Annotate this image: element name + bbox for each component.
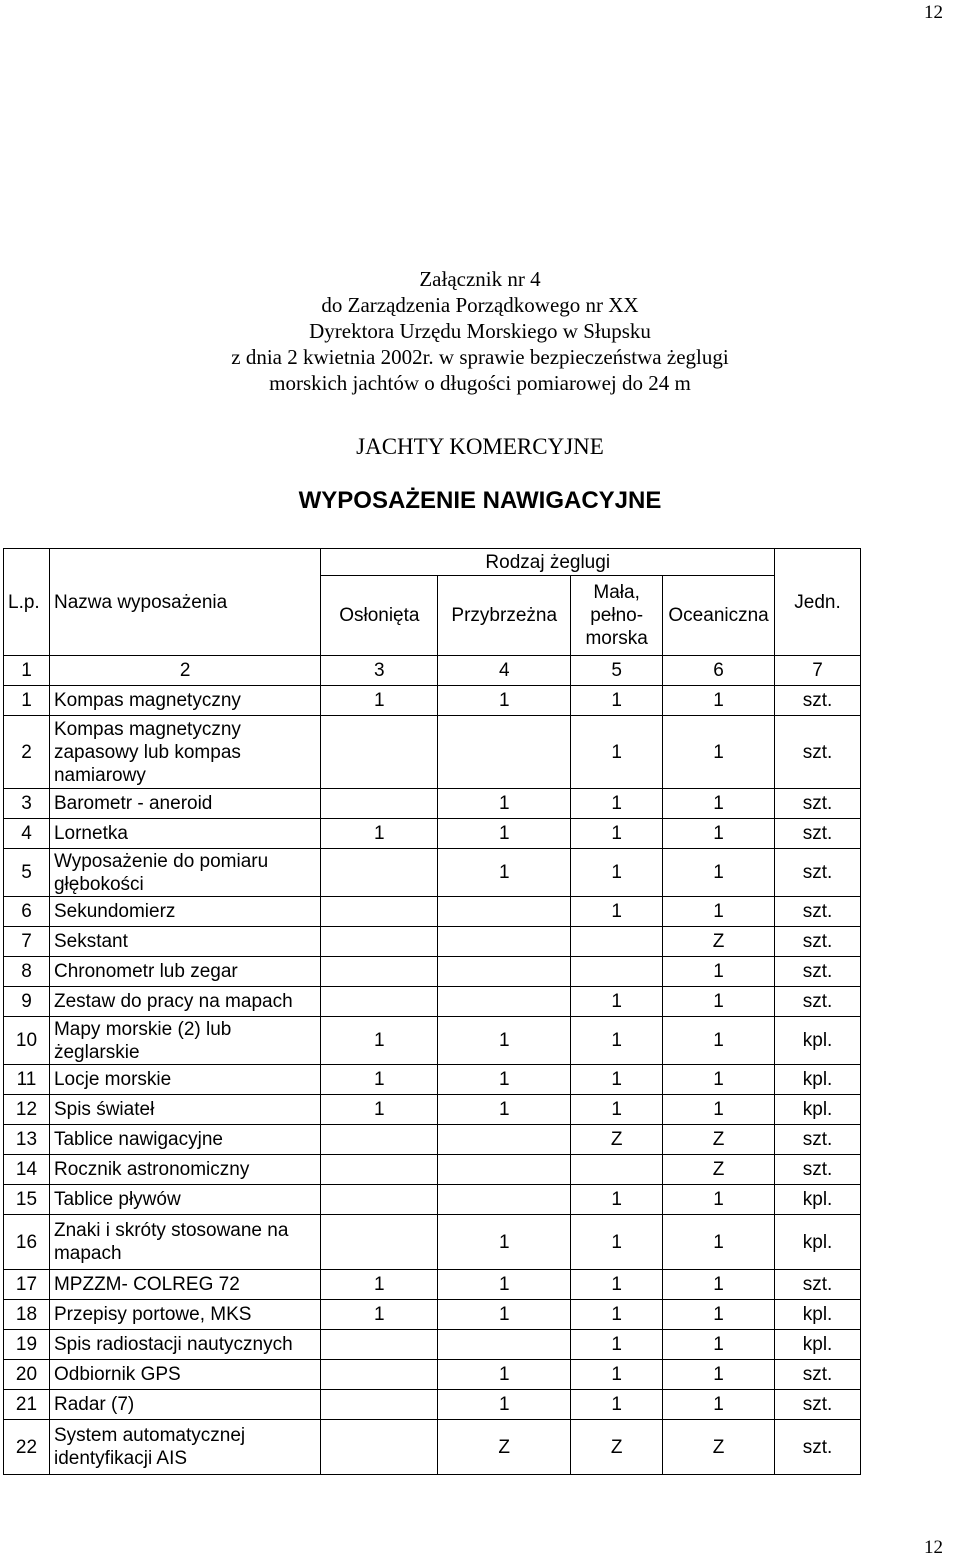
- unit: szt.: [775, 1390, 861, 1420]
- value-coastal: [438, 1155, 571, 1185]
- value-ocean: 1: [663, 1270, 775, 1300]
- table-header-row: [4, 549, 861, 576]
- table-row: [4, 1390, 861, 1420]
- table-row: [4, 1360, 861, 1390]
- row-number: 21: [4, 1390, 50, 1420]
- type-header-small-offshore: [571, 576, 663, 656]
- value-ocean: 1: [663, 957, 775, 987]
- value-coastal: [438, 716, 571, 789]
- value-coastal: [438, 1125, 571, 1155]
- equipment-name: MPZZM- COLREG 72: [49, 1270, 320, 1300]
- name-header: Nazwa wyposażenia: [49, 549, 320, 656]
- unit: szt.: [775, 1155, 861, 1185]
- equipment-name: Tablice pływów: [49, 1185, 320, 1215]
- row-number: 9: [4, 987, 50, 1017]
- value-ocean: Z: [663, 1125, 775, 1155]
- row-number: 6: [4, 897, 50, 927]
- column-number: 6: [663, 656, 775, 686]
- table-row: [4, 927, 861, 957]
- value-coastal: 1: [438, 686, 571, 716]
- header-line: Dyrektora Urzędu Morskiego w Słupsku: [309, 319, 651, 343]
- equipment-name: Tablice nawigacyjne: [49, 1125, 320, 1155]
- equipment-name: Kompas magnetyczny: [49, 686, 320, 716]
- unit: kpl.: [775, 1017, 861, 1065]
- lp-header: L.p.: [4, 549, 50, 656]
- unit: szt.: [775, 686, 861, 716]
- table-body: [4, 686, 861, 1475]
- table-row: [4, 819, 861, 849]
- row-number: 1: [4, 686, 50, 716]
- unit: szt.: [775, 987, 861, 1017]
- value-sheltered: 1: [321, 1270, 438, 1300]
- value-coastal: [438, 987, 571, 1017]
- value-small-offshore: Z: [571, 1125, 663, 1155]
- value-small-offshore: 1: [571, 897, 663, 927]
- unit: szt.: [775, 1125, 861, 1155]
- unit: szt.: [775, 716, 861, 789]
- unit: szt.: [775, 1420, 861, 1475]
- equipment-name: Spis świateł: [49, 1095, 320, 1125]
- value-small-offshore: 1: [571, 819, 663, 849]
- unit: szt.: [775, 897, 861, 927]
- row-number: 22: [4, 1420, 50, 1475]
- unit: kpl.: [775, 1185, 861, 1215]
- table-row: [4, 1017, 861, 1065]
- header-line: morska: [585, 628, 648, 649]
- value-coastal: [438, 957, 571, 987]
- value-small-offshore: Z: [571, 1420, 663, 1475]
- table-row: [4, 1185, 861, 1215]
- value-sheltered: [321, 927, 438, 957]
- value-small-offshore: [571, 927, 663, 957]
- value-small-offshore: [571, 1155, 663, 1185]
- header-line: morskich jachtów o długości pomiarowej do 24 m: [269, 371, 691, 395]
- row-number: 17: [4, 1270, 50, 1300]
- value-ocean: 1: [663, 1185, 775, 1215]
- type-header-coastal: Przybrzeżna: [438, 576, 571, 656]
- row-number: 16: [4, 1215, 50, 1270]
- type-header-ocean: Oceaniczna: [663, 576, 775, 656]
- column-number: 3: [321, 656, 438, 686]
- column-number: 2: [49, 656, 320, 686]
- value-coastal: 1: [438, 1270, 571, 1300]
- value-sheltered: 1: [321, 1300, 438, 1330]
- equipment-name: Radar (7): [49, 1390, 320, 1420]
- table-row: [4, 789, 861, 819]
- value-small-offshore: 1: [571, 1360, 663, 1390]
- value-coastal: 1: [438, 1065, 571, 1095]
- value-coastal: 1: [438, 1300, 571, 1330]
- header-line: do Zarządzenia Porządkowego nr XX: [321, 293, 639, 317]
- unit: szt.: [775, 1270, 861, 1300]
- unit: kpl.: [775, 1065, 861, 1095]
- value-small-offshore: 1: [571, 1215, 663, 1270]
- unit: kpl.: [775, 1300, 861, 1330]
- table-row: [4, 987, 861, 1017]
- value-small-offshore: 1: [571, 716, 663, 789]
- value-coastal: 1: [438, 1095, 571, 1125]
- value-sheltered: 1: [321, 1065, 438, 1095]
- equipment-name: System automatycznej identyfikacji AIS: [49, 1420, 320, 1475]
- table-row: [4, 1300, 861, 1330]
- page-number-top: 12: [924, 2, 943, 23]
- row-number: 8: [4, 957, 50, 987]
- equipment-name: Sekundomierz: [49, 897, 320, 927]
- value-sheltered: 1: [321, 686, 438, 716]
- table-row: [4, 1125, 861, 1155]
- value-small-offshore: 1: [571, 789, 663, 819]
- row-number: 11: [4, 1065, 50, 1095]
- row-number: 4: [4, 819, 50, 849]
- value-sheltered: [321, 716, 438, 789]
- equipment-name: Rocznik astronomiczny: [49, 1155, 320, 1185]
- column-number: 7: [775, 656, 861, 686]
- value-coastal: 1: [438, 1390, 571, 1420]
- table-row: [4, 849, 861, 897]
- equipment-name: Zestaw do pracy na mapach: [49, 987, 320, 1017]
- value-coastal: Z: [438, 1420, 571, 1475]
- value-sheltered: [321, 1360, 438, 1390]
- row-number: 14: [4, 1155, 50, 1185]
- row-number: 5: [4, 849, 50, 897]
- value-sheltered: [321, 1185, 438, 1215]
- row-number: 20: [4, 1360, 50, 1390]
- row-number: 3: [4, 789, 50, 819]
- value-sheltered: 1: [321, 819, 438, 849]
- value-ocean: 1: [663, 1215, 775, 1270]
- sailing-type-header: Rodzaj żeglugi: [321, 549, 775, 576]
- value-small-offshore: 1: [571, 1390, 663, 1420]
- value-coastal: [438, 1330, 571, 1360]
- value-ocean: 1: [663, 1065, 775, 1095]
- value-sheltered: 1: [321, 1095, 438, 1125]
- document-subtitle: JACHTY KOMERCYJNE: [356, 434, 604, 459]
- header-line: pełno-: [590, 605, 644, 626]
- table-row: [4, 957, 861, 987]
- value-small-offshore: 1: [571, 1330, 663, 1360]
- equipment-name: Spis radiostacji nautycznych: [49, 1330, 320, 1360]
- value-coastal: 1: [438, 1360, 571, 1390]
- header-line: z dnia 2 kwietnia 2002r. w sprawie bezpieczeństwa żeglugi: [231, 345, 729, 369]
- equipment-name: Sekstant: [49, 927, 320, 957]
- value-ocean: Z: [663, 1155, 775, 1185]
- value-sheltered: [321, 1215, 438, 1270]
- type-header-sheltered: Osłonięta: [321, 576, 438, 656]
- value-ocean: 1: [663, 1300, 775, 1330]
- equipment-name: Barometr - aneroid: [49, 789, 320, 819]
- column-number: 5: [571, 656, 663, 686]
- table-row: [4, 1095, 861, 1125]
- value-sheltered: [321, 789, 438, 819]
- value-ocean: 1: [663, 686, 775, 716]
- equipment-name: Znaki i skróty stosowane na mapach: [49, 1215, 320, 1270]
- table-row: [4, 686, 861, 716]
- value-small-offshore: 1: [571, 1185, 663, 1215]
- header-line: Mała,: [593, 582, 640, 603]
- value-sheltered: [321, 987, 438, 1017]
- unit: szt.: [775, 849, 861, 897]
- value-sheltered: [321, 1125, 438, 1155]
- value-coastal: 1: [438, 849, 571, 897]
- table-row: [4, 1215, 861, 1270]
- table-row: [4, 1420, 861, 1475]
- value-ocean: Z: [663, 1420, 775, 1475]
- table-row: [4, 1065, 861, 1095]
- value-sheltered: [321, 849, 438, 897]
- value-small-offshore: 1: [571, 987, 663, 1017]
- unit: kpl.: [775, 1330, 861, 1360]
- value-ocean: 1: [663, 1095, 775, 1125]
- value-small-offshore: 1: [571, 1065, 663, 1095]
- value-coastal: [438, 1185, 571, 1215]
- equipment-name: Wyposażenie do pomiaru głębokości: [49, 849, 320, 897]
- value-small-offshore: 1: [571, 686, 663, 716]
- value-ocean: 1: [663, 819, 775, 849]
- value-coastal: 1: [438, 789, 571, 819]
- value-small-offshore: [571, 957, 663, 987]
- row-number: 19: [4, 1330, 50, 1360]
- table-row: [4, 1155, 861, 1185]
- column-number-row: [4, 656, 861, 686]
- row-number: 18: [4, 1300, 50, 1330]
- value-coastal: 1: [438, 819, 571, 849]
- value-sheltered: [321, 1420, 438, 1475]
- table-row: [4, 716, 861, 789]
- unit: szt.: [775, 957, 861, 987]
- value-coastal: 1: [438, 1017, 571, 1065]
- header-line: Załącznik nr 4: [419, 267, 541, 291]
- document-title: WYPOSAŻENIE NAWIGACYJNE: [298, 487, 662, 514]
- equipment-name: Locje morskie: [49, 1065, 320, 1095]
- value-small-offshore: 1: [571, 849, 663, 897]
- table-row: [4, 1330, 861, 1360]
- value-ocean: 1: [663, 849, 775, 897]
- column-number: 4: [438, 656, 571, 686]
- row-number: 10: [4, 1017, 50, 1065]
- value-sheltered: 1: [321, 1017, 438, 1065]
- value-ocean: 1: [663, 987, 775, 1017]
- value-coastal: [438, 897, 571, 927]
- value-ocean: 1: [663, 1360, 775, 1390]
- unit: kpl.: [775, 1095, 861, 1125]
- value-small-offshore: 1: [571, 1270, 663, 1300]
- value-ocean: 1: [663, 1330, 775, 1360]
- unit: szt.: [775, 927, 861, 957]
- row-number: 2: [4, 716, 50, 789]
- value-sheltered: [321, 1330, 438, 1360]
- value-coastal: [438, 927, 571, 957]
- unit: szt.: [775, 1360, 861, 1390]
- value-sheltered: [321, 957, 438, 987]
- table-row: [4, 1270, 861, 1300]
- value-ocean: 1: [663, 716, 775, 789]
- row-number: 13: [4, 1125, 50, 1155]
- equipment-name: Kompas magnetyczny zapasowy lub kompas namiarowy: [49, 716, 320, 789]
- value-small-offshore: 1: [571, 1095, 663, 1125]
- equipment-name: Lornetka: [49, 819, 320, 849]
- value-ocean: 1: [663, 789, 775, 819]
- value-small-offshore: 1: [571, 1300, 663, 1330]
- value-coastal: 1: [438, 1215, 571, 1270]
- document-header: [0, 266, 960, 396]
- unit: szt.: [775, 789, 861, 819]
- row-number: 7: [4, 927, 50, 957]
- unit-header: Jedn.: [775, 549, 861, 656]
- unit: szt.: [775, 819, 861, 849]
- equipment-name: Mapy morskie (2) lub żeglarskie: [49, 1017, 320, 1065]
- equipment-table: [3, 548, 861, 1475]
- value-ocean: Z: [663, 927, 775, 957]
- row-number: 12: [4, 1095, 50, 1125]
- equipment-name: Odbiornik GPS: [49, 1360, 320, 1390]
- value-ocean: 1: [663, 897, 775, 927]
- value-sheltered: [321, 897, 438, 927]
- value-sheltered: [321, 1155, 438, 1185]
- column-number: 1: [4, 656, 50, 686]
- equipment-name: Chronometr lub zegar: [49, 957, 320, 987]
- table-row: [4, 897, 861, 927]
- value-ocean: 1: [663, 1017, 775, 1065]
- value-sheltered: [321, 1390, 438, 1420]
- page-number-bottom: 12: [924, 1537, 943, 1558]
- unit: kpl.: [775, 1215, 861, 1270]
- row-number: 15: [4, 1185, 50, 1215]
- equipment-name: Przepisy portowe, MKS: [49, 1300, 320, 1330]
- value-ocean: 1: [663, 1390, 775, 1420]
- value-small-offshore: 1: [571, 1017, 663, 1065]
